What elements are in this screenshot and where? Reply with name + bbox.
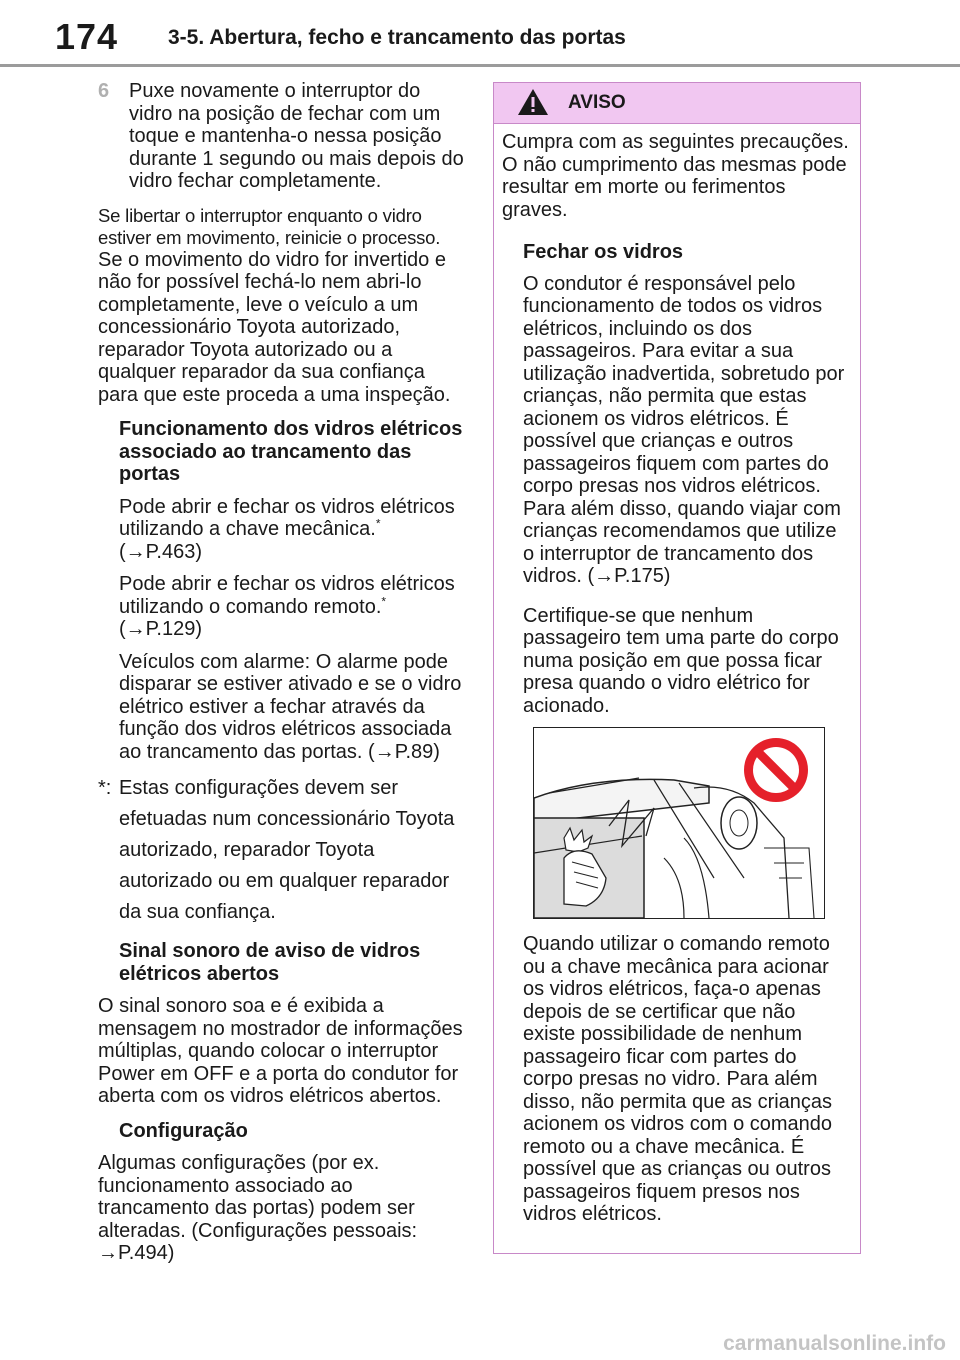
- warning-heading-close-windows: Fechar os vidros: [523, 241, 684, 263]
- alarm-paragraph: Veículos com alarme: O alarme pode disparar se estiver ativado e se o vidro elétrico estiver a fechar através da função dos vidros elétricos associada ao trancamento das portas. (→P.89): [119, 650, 462, 763]
- configuration-paragraph: Algumas configurações (por ex. funcionamento associado ao trancamento das portas) podem ser alteradas. (Configurações pessoais: →P.494): [98, 1152, 418, 1264]
- release-note: Se libertar o interruptor enquanto o vidro estiver em movimento, reinicie o processo.: [98, 204, 441, 248]
- main-column: [98, 80, 468, 1275]
- heading-open-window-buzzer: Sinal sonoro de aviso de vidros elétricos abertos: [119, 940, 421, 985]
- footnote-text: Estas configurações devem ser efetuadas num concessionário Toyota autorizado, reparador Toyota autorizado ou em qualquer reparador da sua confiança.: [119, 777, 455, 923]
- warning-box: [493, 82, 861, 1254]
- warning-label: AVISO: [568, 92, 626, 113]
- warning-remote-paragraph: Quando utilizar o comando remoto ou a chave mecânica para acionar os vidros elétricos, faça-o apenas depois de se certificar que não existe possibilidade de nenhum passageiro ficar com partes do corpo presas no vidro. Para além disso, não permita que as crianças acionem os vidros com o comando remoto ou a chave mecânica. É possível que as crianças ou outros passageiros fiquem presos nos vidros elétricos.: [523, 933, 833, 1225]
- warning-header: [494, 83, 860, 124]
- warning-intro: Cumpra com as seguintes precauções. O não cumprimento das mesmas pode resultar em morte ou ferimentos graves.: [502, 131, 849, 221]
- step-number: 6: [98, 80, 110, 102]
- section-title: 3-5. Abertura, fecho e trancamento das portas: [168, 26, 626, 49]
- warning-triangle-icon: [516, 87, 550, 117]
- reversal-note: Se o movimento do vidro for invertido e não for possível fechá-lo nem abri-lo completamente, leve o veículo a um concessionário Toyota autorizado, reparador Toyota autorizado ou a qualquer reparador da sua confiança para que este proceda a uma inspeção.: [98, 248, 451, 406]
- step-6: [98, 80, 468, 193]
- footnote: [98, 773, 468, 928]
- footnote-mark: *:: [98, 777, 112, 799]
- remote-paragraph: Pode abrir e fechar os vidros elétricos utilizando o comando remoto.* (→P.129): [119, 573, 455, 640]
- step-text: Puxe novamente o interruptor do vidro na posição de fechar com um toque e mantenha-o nessa posição durante 1 segundo ou mais depois do vidro fechar completamente.: [129, 80, 464, 192]
- warning-driver-paragraph: O condutor é responsável pelo funcionamento de todos os vidros elétricos, incluindo os dos passageiros. Para evitar a sua utilização inadvertida, sobretudo por crianças, não permita que estas acionem os vidros elétricos. É possível que crianças e outros passageiros fiquem com partes do corpo presas nos vidros elétricos. Para além disso, quando viajar com crianças recomendamos que utilize o interruptor de trancamento dos vidros. (→P.175): [523, 272, 845, 587]
- window-pinch-illustration: [533, 727, 825, 919]
- page-number: 174: [55, 16, 119, 57]
- watermark: carmanualsonline.info: [723, 1332, 946, 1355]
- car-interior-illustration: [534, 728, 824, 918]
- heading-window-door-link: Funcionamento dos vidros elétricos associado ao trancamento das portas: [119, 418, 463, 485]
- ref-p463[interactable]: (→P.463): [119, 540, 203, 563]
- ref-p129[interactable]: (→P.129): [119, 618, 203, 640]
- heading-configuration: Configuração: [119, 1119, 248, 1142]
- warning-passenger-paragraph: Certifique-se que nenhum passageiro tem uma parte do corpo numa posição em que possa ficar presa quando o vidro elétrico for acionado.: [523, 604, 839, 717]
- buzzer-paragraph: O sinal sonoro soa e é exibida a mensagem no mostrador de informações múltiplas, quando colocar o interruptor Power em OFF e a porta do condutor for aberta com os vidros elétricos abertos.: [98, 995, 463, 1107]
- mech-key-paragraph: Pode abrir e fechar os vidros elétricos utilizando a chave mecânica.* (→P.463): [119, 495, 455, 563]
- header-rule: [0, 64, 960, 67]
- warning-body: [494, 124, 860, 1226]
